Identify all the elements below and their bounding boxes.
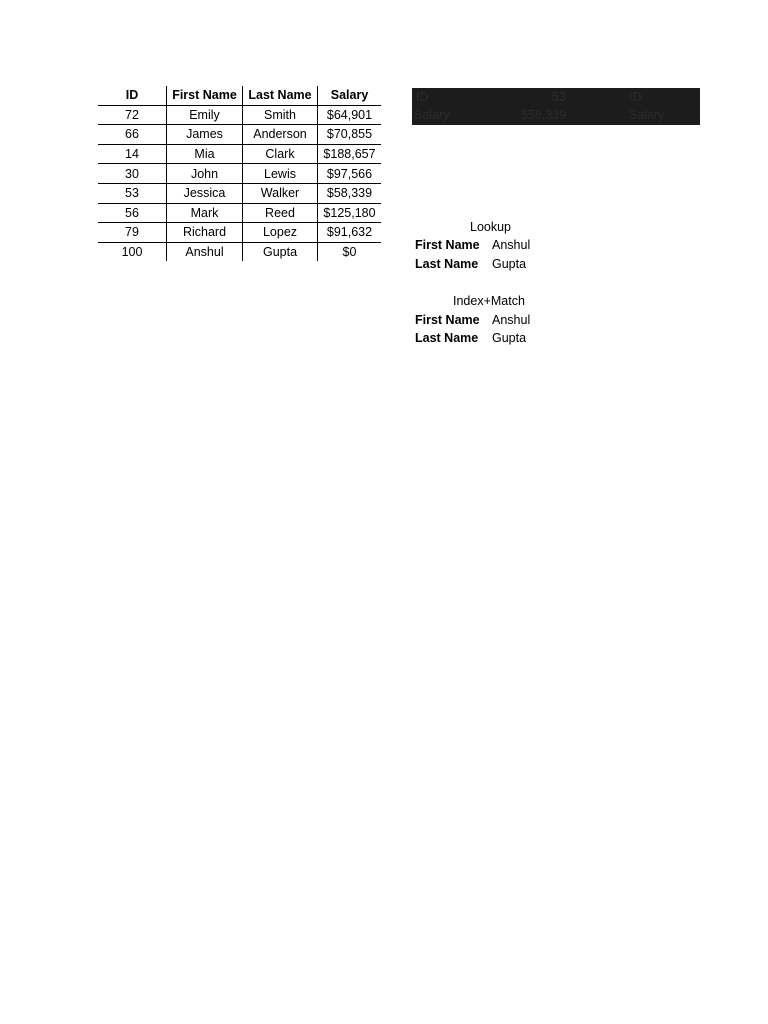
dark-id-label: ID: [416, 90, 429, 104]
cell-last-name: Walker: [243, 183, 318, 203]
index-match-last-name-value: Gupta: [492, 331, 527, 345]
lookup-first-name-label: First Name: [415, 238, 480, 252]
cell-salary: $125,180: [318, 203, 382, 223]
cell-first-name: Jessica: [167, 183, 243, 203]
dark-salary-label: Salary: [414, 108, 450, 122]
cell-salary: $0: [318, 242, 382, 261]
cell-id: 72: [98, 105, 167, 125]
cell-first-name: Mark: [167, 203, 243, 223]
index-match-first-name-value: Anshul: [492, 313, 531, 327]
employee-table: [98, 86, 381, 261]
table-row: [98, 242, 381, 261]
index-match-first-name-label: First Name: [415, 313, 480, 327]
header-first-name: First Name: [167, 86, 243, 105]
cell-first-name: James: [167, 125, 243, 145]
cell-last-name: Anderson: [243, 125, 318, 145]
table-row: [98, 223, 381, 243]
cell-salary: $97,566: [318, 164, 382, 184]
dark-id-extra: ID: [629, 90, 642, 104]
table-header-row: [98, 86, 381, 105]
header-id: ID: [98, 86, 167, 105]
cell-last-name: Gupta: [243, 242, 318, 261]
cell-first-name: Anshul: [167, 242, 243, 261]
cell-first-name: John: [167, 164, 243, 184]
cell-id: 30: [98, 164, 167, 184]
cell-id: 100: [121, 245, 143, 260]
dark-salary-extra: Salary: [629, 108, 665, 122]
cell-last-name: Clark: [243, 144, 318, 164]
cell-salary: $91,632: [318, 223, 382, 243]
table-row: [98, 183, 381, 203]
cell-salary: $70,855: [318, 125, 382, 145]
table-row: [98, 164, 381, 184]
dark-id-value: 53: [552, 90, 566, 104]
cell-first-name: Richard: [167, 223, 243, 243]
table-row: [98, 144, 381, 164]
cell-last-name: Lewis: [243, 164, 318, 184]
cell-id: 14: [98, 144, 167, 164]
cell-id: 56: [98, 203, 167, 223]
header-last-name: Last Name: [243, 86, 318, 105]
lookup-title: Lookup: [470, 220, 512, 234]
table-row: [98, 203, 381, 223]
highlighted-lookup-block: [412, 88, 700, 125]
cell-salary: $64,901: [318, 105, 382, 125]
cell-last-name: Smith: [243, 105, 318, 125]
lookup-last-name-value: Gupta: [492, 257, 527, 271]
dark-salary-value: $58,339: [521, 108, 567, 122]
cell-salary: $58,339: [318, 183, 382, 203]
cell-last-name: Lopez: [243, 223, 318, 243]
cell-first-name: Mia: [167, 144, 243, 164]
table-row: [98, 105, 381, 125]
cell-id: 66: [98, 125, 167, 145]
index-match-last-name-label: Last Name: [415, 331, 479, 345]
cell-id: 79: [98, 223, 167, 243]
header-salary: Salary: [318, 86, 382, 105]
cell-salary: $188,657: [318, 144, 382, 164]
lookup-first-name-value: Anshul: [492, 238, 531, 252]
lookup-last-name-label: Last Name: [415, 257, 479, 271]
cell-id: 53: [98, 183, 167, 203]
table-row: [98, 125, 381, 145]
index-match-title: Index+Match: [453, 294, 525, 308]
cell-last-name: Reed: [243, 203, 318, 223]
cell-first-name: Emily: [167, 105, 243, 125]
